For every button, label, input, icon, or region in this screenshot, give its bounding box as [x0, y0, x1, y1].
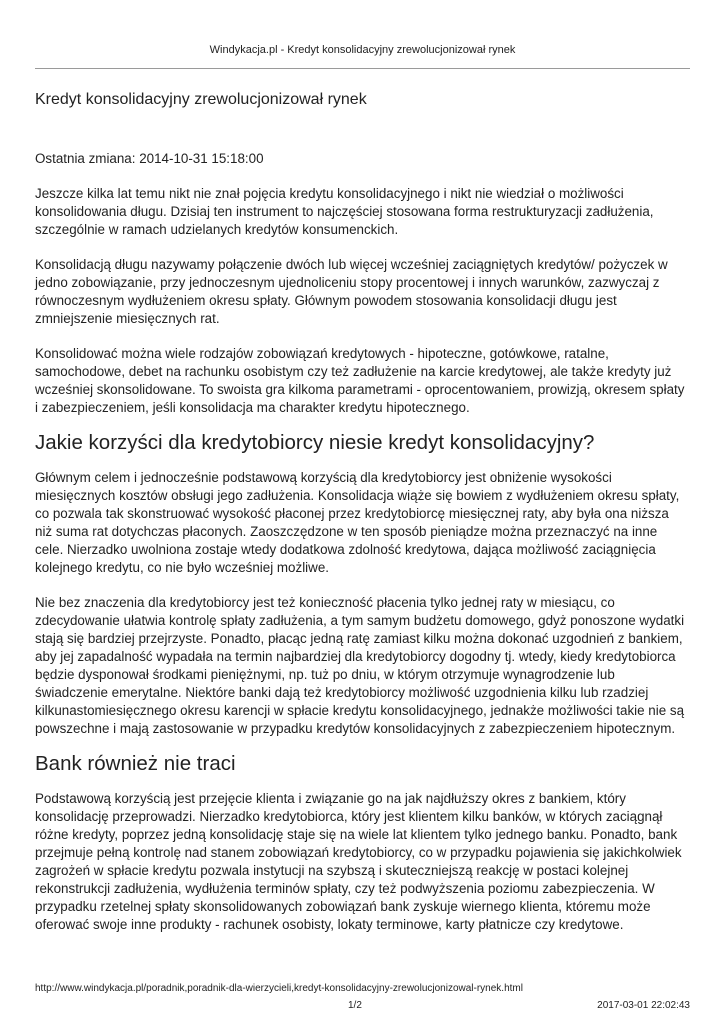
intro-paragraph: Konsolidacją długu nazywamy połączenie dwóch lub więcej wcześniej zaciągniętych kredytów/ pożyczek w jedno zobowiązanie, przy jednoczesnym ujednoliceniu stopy procentowej i innych warunków, zazwyczaj z równoczesnym wydłużeniem okresu spłaty. Głównym powodem stosowania konsolidacji długu jest zmniejszenie miesięcznych rat. [35, 257, 668, 326]
intro-paragraph: Jeszcze kilka lat temu nikt nie znał pojęcia kredytu konsolidacyjnego i nikt nie wiedział o możliwości konsolidowania długu. Dzisiaj ten instrument to najczęściej stosowana forma restrukturyzacji zadłużenia, szczególnie w ramach udzielanych kredytów konsumenckich. [35, 186, 654, 237]
section-paragraph: Głównym celem i jednocześnie podstawową korzyścią dla kredytobiorcy jest obniżenie wysokości miesięcznych kosztów obsługi jego zadłużenia. Konsolidacja wiąże się bowiem z wydłużeniem okresu spłaty, co pozwala tak skonstruować wysokość płaconej przez kredytobiorcę miesięcznej raty, aby była ona niższa niż suma rat dotychczas płaconych. Zaoszczędzone w ten sposób pieniądze można przeznaczyć na inne cele. Nierzadko uwolniona zostaje wtedy dodatkowa zdolność kredytowa, dająca możliwość zaciągnięcia kolejnego kredytu, co nie było wcześniej możliwe. [35, 470, 680, 575]
article-body [35, 90, 685, 934]
section-heading-benefits: Jakie korzyści dla kredytobiorcy niesie kredyt konsolidacyjny? [35, 431, 595, 454]
header-divider [35, 68, 690, 69]
page-number: 1/2 [348, 1000, 362, 1011]
intro-paragraph: Konsolidować można wiele rodzajów zobowiązań kredytowych - hipoteczne, gotówkowe, ratalne, samochodowe, debet na rachunku osobistym czy też zadłużenie na karcie kredytowej, ale także kredyty już wcześniej skonsolidowane. To swoista gra kilkoma parametrami - oprocentowaniem, prowizją, okresem spłaty i zabezpieczeniem, jeśli konsolidacja ma charakter kredytu hipotecznego. [35, 346, 685, 415]
section-heading-bank: Bank również nie traci [35, 752, 236, 775]
section-paragraph: Podstawową korzyścią jest przejęcie klienta i związanie go na jak najdłuższy okres z bankiem, który konsolidację przeprowadzi. Nierzadko kredytobiorca, który jest klientem kilku banków, w których zaciągnął różne kredyty, poprzez jedną konsolidację staje się na wiele lat klientem tylko jednego banku. Ponadto, bank przejmuje pełną kontrolę nad stanem zobowiązań kredytobiorcy, co w przypadku pojawienia się jakichkolwiek zagrożeń w spłacie kredytu pozwala instytucji na szybszą i skuteczniejszą reakcję w postaci kolejnej rekonstrukcji zadłużenia, wydłużenia terminów spłaty, czy też podwyższenia poziomu zabezpieczenia. W przypadku rzetelnej spłaty skonsolidowanych zobowiązań bank zyskuje wiernego klienta, któremu może oferować swoje inne produkty - rachunek osobisty, lokaty terminowe, karty płatnicze czy kredytowe. [35, 791, 682, 932]
footer-url: http://www.windykacja.pl/poradnik,poradnik-dla-wierzycieli,kredyt-konsolidacyjny-zrewolucjonizowal-rynek.html [35, 983, 523, 994]
last-modified: Ostatnia zmiana: 2014-10-31 15:18:00 [35, 151, 264, 166]
section-paragraph: Nie bez znaczenia dla kredytobiorcy jest też konieczność płacenia tylko jednej raty w miesiącu, co zdecydowanie ułatwia kontrolę spłaty zadłużenia, a tym samym budżetu domowego, gdyż ponoszone wydatki stają się bardziej przejrzyste. Ponadto, płacąc jedną ratę zamiast kilku można dokonać uzgodnień z bankiem, aby jej zapadalność wypadała na termin najbardziej dla kredytobiorcy dogodny tj. wtedy, kiedy kredytobiorca będzie dysponował środkami pieniężnymi, np. tuż po dniu, w którym otrzymuje wynagrodzenie lub świadczenie emerytalne. Niektóre banki dają też kredytobiorcy możliwość uzgodnienia kilku lub rzadziej kilkunastomiesięcznego okresu karencji w spłacie kredytu konsolidacyjnego, jednakże możliwości takie nie są powszechne i mają zastosowanie w przypadku kredytów konsolidacyjnych z zabezpieczeniem hipotecznym. [35, 595, 685, 736]
print-timestamp: 2017-03-01 22:02:43 [597, 1000, 690, 1011]
running-header: Windykacja.pl - Kredyt konsolidacyjny zrewolucjonizował rynek [209, 44, 516, 56]
article-title: Kredyt konsolidacyjny zrewolucjonizował rynek [35, 91, 367, 108]
